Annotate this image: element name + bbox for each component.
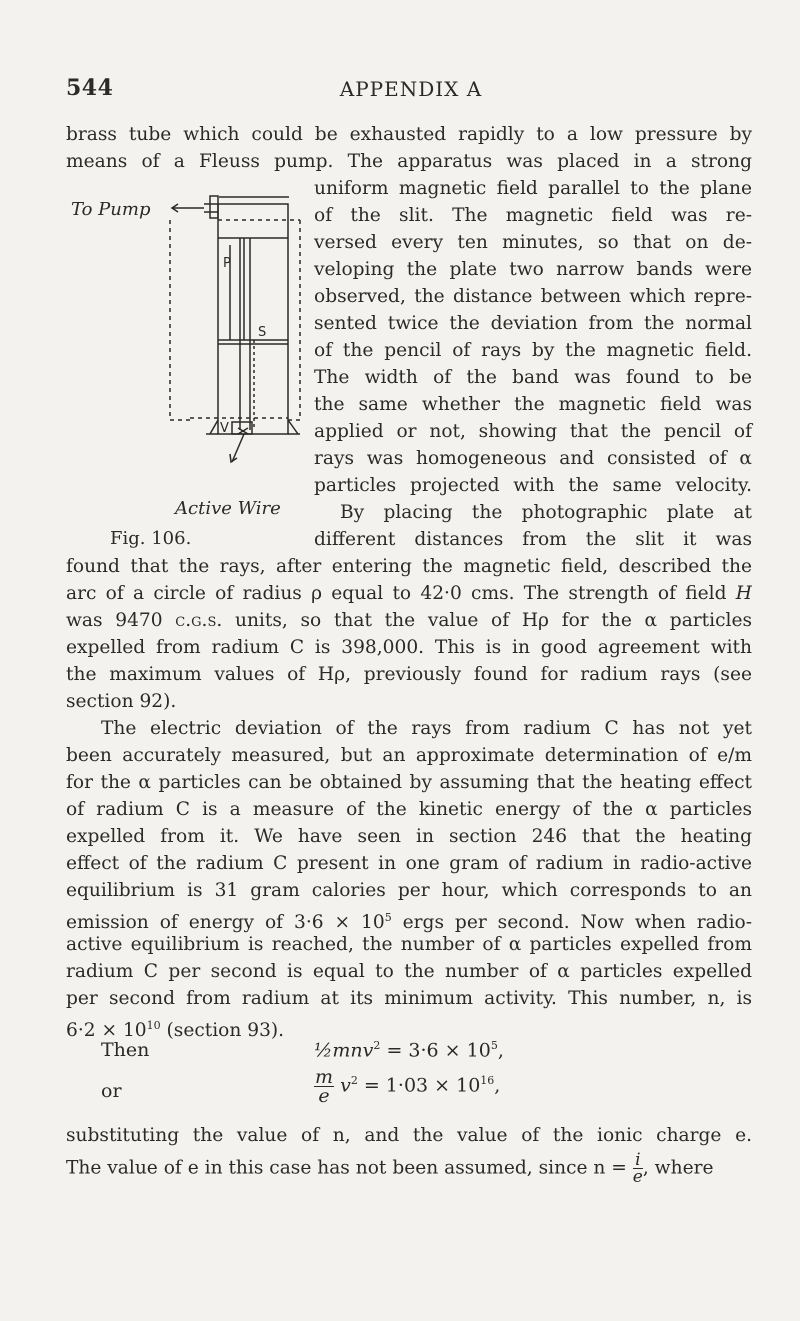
tube-neck <box>210 196 218 218</box>
text-line: radium C per second is equal to the number of α particles expelled <box>66 961 752 982</box>
fraction <box>314 1068 334 1105</box>
equation-part: = 1·03 × 10 <box>357 1074 481 1097</box>
text-line <box>66 580 752 607</box>
text-span: The value of e in this case has not been assumed, since n = <box>66 1157 627 1179</box>
text-span: ergs per second. Now when radio- <box>391 912 752 934</box>
text-line: of the pencil of rays by the magnetic field. <box>314 340 752 361</box>
text-span: 6·2 × 10 <box>66 1020 147 1042</box>
figure-caption: Fig. 106. <box>110 528 192 549</box>
page-header <box>66 75 756 105</box>
text-line: different distances from the slit it was <box>314 529 752 550</box>
text-line: expelled from radium C is 398,000. This is in good agreement with <box>66 637 752 658</box>
text-line: section 92). <box>66 691 177 712</box>
text-line: expelled from it. We have seen in section 246 that the heating <box>66 826 752 847</box>
superscript: 10 <box>146 1019 161 1032</box>
superscript: 2 <box>373 1039 381 1052</box>
text-span: emission of energy of 3·6 × 10 <box>66 912 385 934</box>
text-line: means of a Fleuss pump. The apparatus was placed in a strong <box>66 151 752 172</box>
text-line: applied or not, showing that the pencil of <box>314 421 752 442</box>
label-p: P <box>223 256 231 271</box>
denominator: e <box>632 1167 643 1185</box>
text-line: substituting the value of n, and the value of the ionic charge e. <box>66 1125 752 1146</box>
text-line: for the α particles can be obtained by assuming that the heating effect <box>66 772 752 793</box>
text-span: H <box>735 583 752 604</box>
equation-part: = 3·6 × 10 <box>380 1039 491 1062</box>
text-line: By placing the photographic plate at <box>340 502 752 523</box>
text-line <box>66 607 752 634</box>
text-line: the maximum values of Hρ, previously found for radium rays (see <box>66 664 752 685</box>
text-span: (section 93). <box>160 1020 285 1042</box>
superscript: 5 <box>490 1039 498 1052</box>
to-pump-label <box>71 199 150 220</box>
superscript: 16 <box>480 1074 495 1088</box>
to-pump-text: To Pump <box>71 199 151 220</box>
text-line: been accurately measured, but an approximate determination of e/m <box>66 745 752 766</box>
text-span: arc of a circle of radius ρ equal to 42·0 cms. The strength of field <box>66 583 727 604</box>
text-line: brass tube which could be exhausted rapidly to a low pressure by <box>66 124 752 145</box>
text-line: found that the rays, after entering the magnetic field, described the <box>66 556 752 577</box>
then-label: Then <box>101 1039 150 1061</box>
equation-part: , <box>497 1039 504 1062</box>
text-line: sented twice the deviation from the normal <box>314 313 752 334</box>
text-line: uniform magnetic field parallel to the plane <box>314 178 752 199</box>
text-line: the same whether the magnetic field was <box>314 394 752 415</box>
text-line <box>66 1152 752 1185</box>
text-span: c.g.s. <box>175 610 223 631</box>
numerator: m <box>315 1066 334 1088</box>
equation-2 <box>314 1068 500 1118</box>
label-v: V <box>220 421 229 436</box>
text-line: of the slit. The magnetic field was re- <box>314 205 752 226</box>
equation-1 <box>314 1039 504 1061</box>
apparatus-diagram <box>160 190 320 500</box>
text-line: effect of the radium C present in one gram of radium in radio-active <box>66 853 752 874</box>
page-number: 544 <box>66 75 114 101</box>
text-line: active equilibrium is reached, the number of α particles expelled from <box>66 934 752 955</box>
active-wire-label: Active Wire <box>175 498 281 519</box>
denominator: e <box>318 1085 330 1107</box>
text-line: equilibrium is 31 gram calories per hour, which corresponds to an <box>66 880 752 901</box>
text-line: rays was homogeneous and consisted of α <box>314 448 752 469</box>
text-line: The electric deviation of the rays from radium C has not yet <box>101 718 752 739</box>
superscript: 2 <box>350 1074 358 1088</box>
label-s: S <box>258 325 267 340</box>
text-line: of radium C is a measure of the kinetic energy of the α particles <box>66 799 752 820</box>
text-line: particles projected with the same velocity. <box>314 475 752 496</box>
text-line: veloping the plate two narrow bands were <box>314 259 752 280</box>
or-label: or <box>101 1080 122 1102</box>
text-line: versed every ten minutes, so that on de- <box>314 232 752 253</box>
equation-part: , <box>494 1074 501 1097</box>
text-line: The width of the band was found to be <box>314 367 752 388</box>
superscript: 5 <box>384 911 392 924</box>
equation-part: ½mnv <box>314 1039 374 1062</box>
running-head: APPENDIX A <box>339 77 483 101</box>
text-span: units, so that the value of Hρ for the α particles <box>234 610 752 631</box>
numerator: i <box>633 1152 643 1169</box>
text-span: , where <box>642 1157 714 1179</box>
active-wire-pointer <box>232 434 244 462</box>
text-span: was 9470 <box>66 610 163 631</box>
text-line: per second from radium at its minimum activity. This number, n, is <box>66 988 752 1009</box>
fraction <box>633 1152 643 1185</box>
text-line: observed, the distance between which repre- <box>314 286 752 307</box>
equation-part: v <box>334 1074 351 1097</box>
